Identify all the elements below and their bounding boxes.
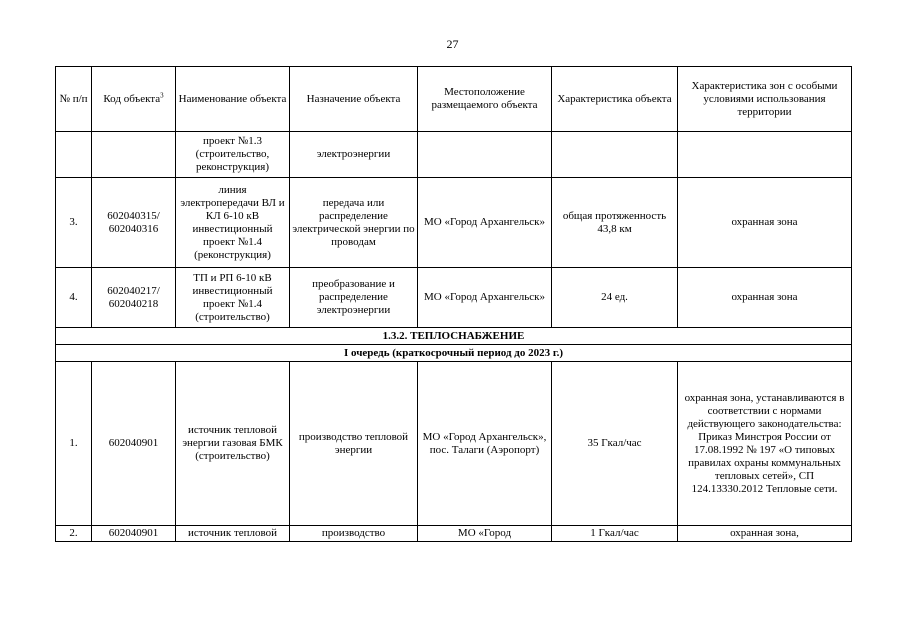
cell-name: источник тепловой <box>176 526 290 542</box>
footnote-mark: 3 <box>160 90 164 99</box>
subsection-row <box>56 345 852 362</box>
cell-location: МО «Город Архангельск» <box>418 268 552 328</box>
cell-num <box>56 132 92 178</box>
col-header-code-label: Код объекта <box>103 92 161 105</box>
cell-zones: охранная зона, <box>678 526 852 542</box>
page-number: 27 <box>446 37 459 51</box>
cell-purpose: электроэнергии <box>290 132 418 178</box>
cell-characteristic: общая протяженность 43,8 км <box>552 178 678 268</box>
cell-num: 2. <box>56 526 92 542</box>
table-row <box>56 132 852 178</box>
col-header-purpose: Назначение объекта <box>290 67 418 132</box>
cell-characteristic <box>552 132 678 178</box>
cell-characteristic: 35 Гкал/час <box>552 362 678 526</box>
cell-code: 602040217/ 602040218 <box>92 268 176 328</box>
subsection-title: I очередь (краткосрочный период до 2023 г.) <box>56 345 852 362</box>
cell-location <box>418 132 552 178</box>
cell-zones <box>678 132 852 178</box>
cell-purpose: преобразование и распределение электроэнергии <box>290 268 418 328</box>
cell-zones: охранная зона, устанавливаются в соответствии с нормами действующего законодательства: Приказ Минстроя России от 17.08.1992 № 197 «О типовых правилах охраны коммунальных тепловых сетей», СП 124.13330.2012 Тепловые сети. <box>678 362 852 526</box>
table-row <box>56 526 852 542</box>
objects-table <box>55 66 852 542</box>
cell-characteristic: 24 ед. <box>552 268 678 328</box>
table-row <box>56 178 852 268</box>
cell-name: проект №1.3 (строительство, реконструкция) <box>176 132 290 178</box>
section-row <box>56 328 852 345</box>
cell-purpose: производство <box>290 526 418 542</box>
cell-name: линия электропередачи ВЛ и КЛ 6-10 кВ инвестиционный проект №1.4 (реконструкция) <box>176 178 290 268</box>
cell-location: МО «Город Архангельск», пос. Талаги (Аэропорт) <box>418 362 552 526</box>
cell-purpose: производство тепловой энергии <box>290 362 418 526</box>
cell-characteristic: 1 Гкал/час <box>552 526 678 542</box>
cell-name: источник тепловой энергии газовая БМК (строительство) <box>176 362 290 526</box>
cell-code <box>92 132 176 178</box>
section-title: 1.3.2. ТЕПЛОСНАБЖЕНИЕ <box>56 328 852 345</box>
cell-code: 602040901 <box>92 526 176 542</box>
cell-name: ТП и РП 6-10 кВ инвестиционный проект №1.4 (строительство) <box>176 268 290 328</box>
cell-code: 602040901 <box>92 362 176 526</box>
col-header-zones: Характеристика зон с особыми условиями использования территории <box>678 67 852 132</box>
col-header-num: № п/п <box>56 67 92 132</box>
cell-num: 1. <box>56 362 92 526</box>
col-header-code <box>92 67 176 132</box>
table-header-row <box>56 67 852 132</box>
cell-location: МО «Город <box>418 526 552 542</box>
col-header-name: Наименование объекта <box>176 67 290 132</box>
table-row <box>56 268 852 328</box>
cell-purpose: передача или распределение электрической энергии по проводам <box>290 178 418 268</box>
cell-zones: охранная зона <box>678 178 852 268</box>
cell-code: 602040315/ 602040316 <box>92 178 176 268</box>
col-header-location: Местоположение размещаемого объекта <box>418 67 552 132</box>
cell-location: МО «Город Архангельск» <box>418 178 552 268</box>
cell-num: 3. <box>56 178 92 268</box>
cell-num: 4. <box>56 268 92 328</box>
cell-zones: охранная зона <box>678 268 852 328</box>
table-row <box>56 362 852 526</box>
col-header-characteristic: Характеристика объекта <box>552 67 678 132</box>
